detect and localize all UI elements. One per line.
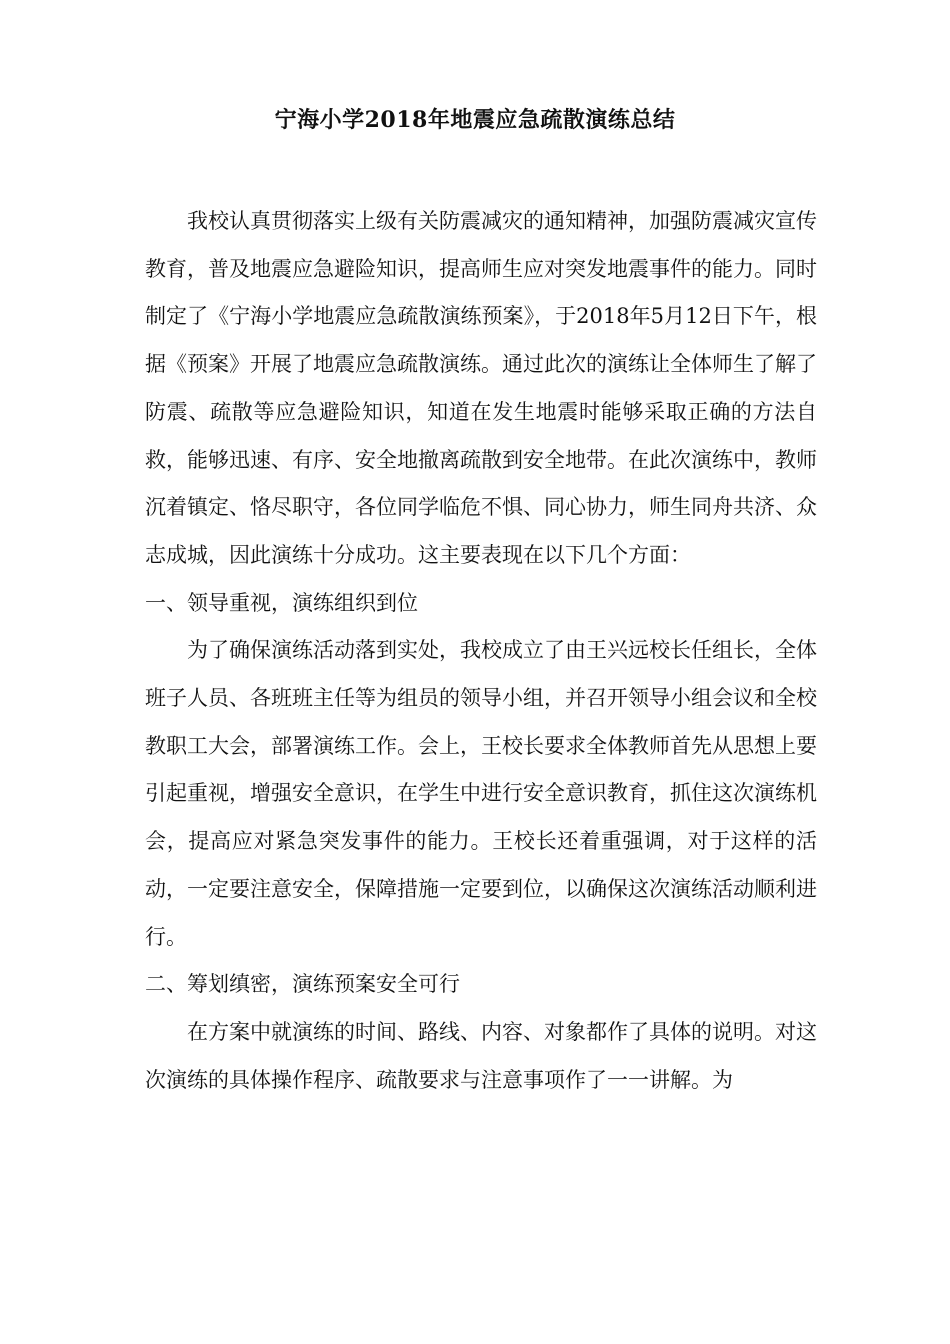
section-heading-1: 一、领导重视，演练组织到位: [145, 590, 418, 615]
document-body: [145, 198, 817, 1104]
paragraph-section-1: 为了确保演练活动落到实处，我校成立了由王兴远校长任组长，全体班子人员、各班班主任等为组员的领导小组，并召开领导小组会议和全校教职工大会，部署演练工作。会上，王校长要求全体教师首先从思想上要引起重视，增强安全意识，在学生中进行安全意识教育，抓住这次演练机会，提高应对紧急突发事件的能力。王校长还着重强调，对于这样的活动，一定要注意安全，保障措施一定要到位，以确保这次演练活动顺利进行。: [145, 638, 817, 949]
section-heading-2: 二、筹划缜密，演练预案安全可行: [145, 972, 460, 997]
paragraph-section-2: 在方案中就演练的时间、路线、内容、对象都作了具体的说明。对这次演练的具体操作程序、疏散要求与注意事项作了一一讲解。为: [145, 1019, 817, 1092]
document-title: 宁海小学2018年地震应急疏散演练总结: [274, 107, 676, 133]
paragraph-intro: 我校认真贯彻落实上级有关防震减灾的通知精神，加强防震减灾宣传教育，普及地震应急避险知识，提高师生应对突发地震事件的能力。同时制定了《宁海小学地震应急疏散演练预案》，于2018年5月12日下午，根据《预案》开展了地震应急疏散演练。通过此次的演练让全体师生了解了防震、疏散等应急避险知识，知道在发生地震时能够采取正确的方法自救，能够迅速、有序、安全地撤离疏散到安全地带。在此次演练中，教师沉着镇定、恪尽职守，各位同学临危不惧、同心协力，师生同舟共济、众志成城，因此演练十分成功。这主要表现在以下几个方面：: [145, 209, 817, 567]
